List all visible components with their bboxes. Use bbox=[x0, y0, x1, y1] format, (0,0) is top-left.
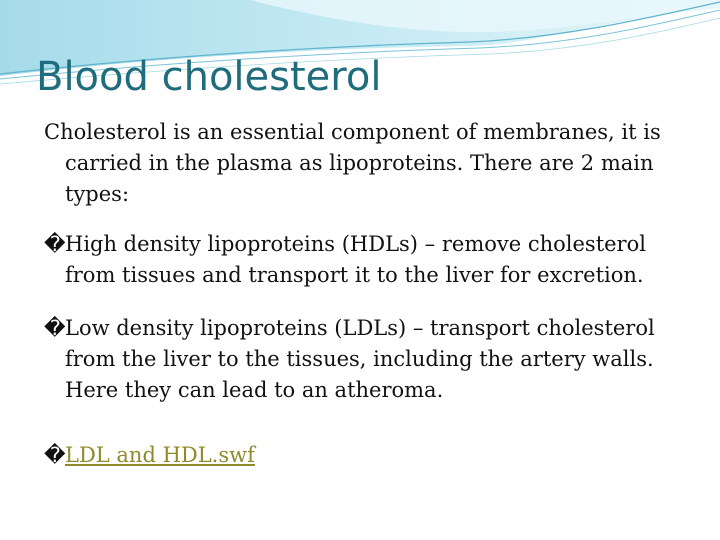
bullet-icon: � bbox=[44, 232, 66, 256]
bullet-item-ldl bbox=[44, 313, 684, 406]
link-item bbox=[44, 440, 684, 471]
bullet-item-hdl bbox=[44, 229, 684, 291]
bullet-icon: � bbox=[44, 316, 66, 340]
slide-body bbox=[44, 117, 684, 493]
bullet-text-ldl: Low density lipoproteins (LDLs) – transport cholesterol from the liver to the tissues, including the artery walls. Here they can lead to an atheroma. bbox=[65, 316, 655, 402]
bullet-icon: � bbox=[44, 443, 66, 467]
slide-title: Blood cholesterol bbox=[36, 54, 382, 100]
intro-paragraph: Cholesterol is an essential component of membranes, it is carried in the plasma as lipoproteins. There are 2 main types: bbox=[44, 120, 661, 206]
bullet-text-hdl: High density lipoproteins (HDLs) – remove cholesterol from tissues and transport it to the liver for excretion. bbox=[65, 232, 646, 287]
ldl-hdl-swf-link[interactable]: LDL and HDL.swf bbox=[65, 443, 255, 467]
